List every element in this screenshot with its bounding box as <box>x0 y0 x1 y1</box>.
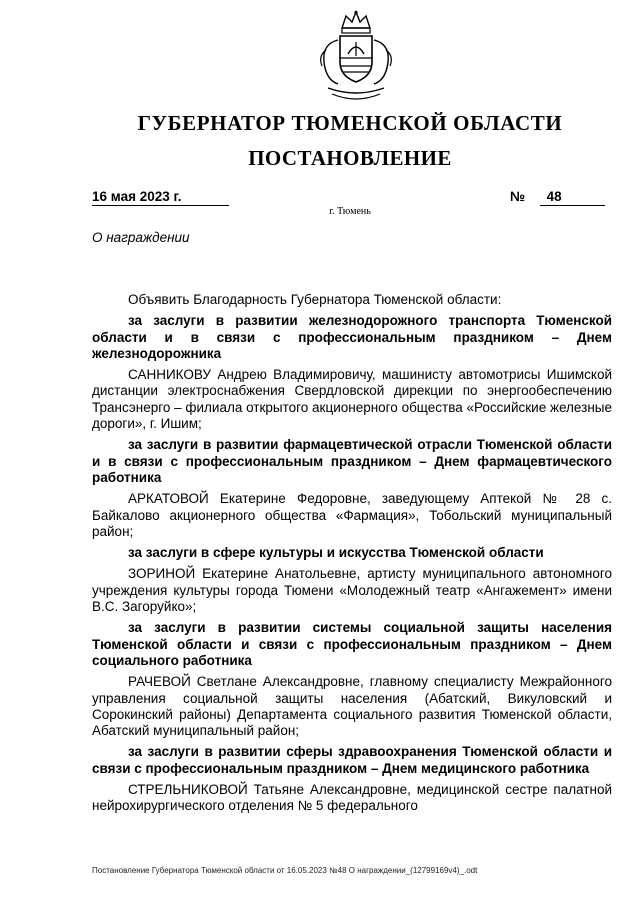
award-recipient: СТРЕЛЬНИКОВОЙ Татьяне Александровне, медицинской сестре палатной нейрохирургического отделения № 5 федерального <box>92 782 612 814</box>
award-reason: за заслуги в сфере культуры и искусства Тюменской области <box>128 545 544 561</box>
award-reason: за заслуги в развитии железнодорожного транспорта Тюменской области и в связи с профессиональным праздником – Днем железнодорожника <box>92 313 612 361</box>
award-reason: за заслуги в развитии системы социальной защиты населения Тюменской области и связи с профессиональным праздником – Днем социального работника <box>92 620 612 668</box>
document-number-block <box>510 189 562 204</box>
award-reason: за заслуги в развитии фармацевтической отрасли Тюменской области и в связи с профессиональным праздником – Днем фармацевтического работника <box>92 437 612 485</box>
coat-of-arms-icon <box>312 10 400 106</box>
governor-title: ГУБЕРНАТОР ТЮМЕНСКОЙ ОБЛАСТИ <box>137 111 563 135</box>
document-body <box>92 292 612 820</box>
award-reason: за заслуги в развитии сферы здравоохранения Тюменской области и связи с профессиональным праздником – Днем медицинского работника <box>92 744 612 776</box>
document-date: 16 мая 2023 г. <box>92 189 182 204</box>
award-recipient: ЗОРИНОЙ Екатерине Анатольевне, артисту муниципального автономного учреждения культуры города Тюмени «Молодежный театр «Ангажемент» имени В.С. Загоруйко»; <box>92 566 612 615</box>
document-footer: Постановление Губернатора Тюменской области от 16.05.2023 №48 О награждении_(12799169v4)_.odt <box>92 866 478 875</box>
award-recipient: РАЧЕВОЙ Светлане Александровне, главному специалисту Межрайонного управления социальной защиты населения (Абатский, Викуловский и Сорокинский районы) Департамента социального развития Тюменской области, Абатский муниципальный район; <box>92 674 612 739</box>
number-sign: № <box>510 189 526 204</box>
document-number: 48 <box>546 189 562 204</box>
city-label: г. Тюмень <box>329 206 371 217</box>
lead-paragraph: Объявить Благодарность Губернатора Тюменской области: <box>128 292 502 307</box>
document-type-title: ПОСТАНОВЛЕНИЕ <box>248 146 452 170</box>
award-recipient: САННИКОВУ Андрею Владимировичу, машинисту автомотрисы Ишимской дистанции электроснабжения Свердловской дирекции по энергообеспечению Трансэнерго – филиала открытого акционерного общества «Российские железные дороги», г. Ишим; <box>92 367 612 432</box>
document-subject: О награждении <box>92 230 190 245</box>
award-recipient: АРКАТОВОЙ Екатерине Федоровне, заведующему Аптекой № 28 с. Байкалово акционерного общества «Фармация», Тобольский муниципальный район; <box>92 491 612 539</box>
